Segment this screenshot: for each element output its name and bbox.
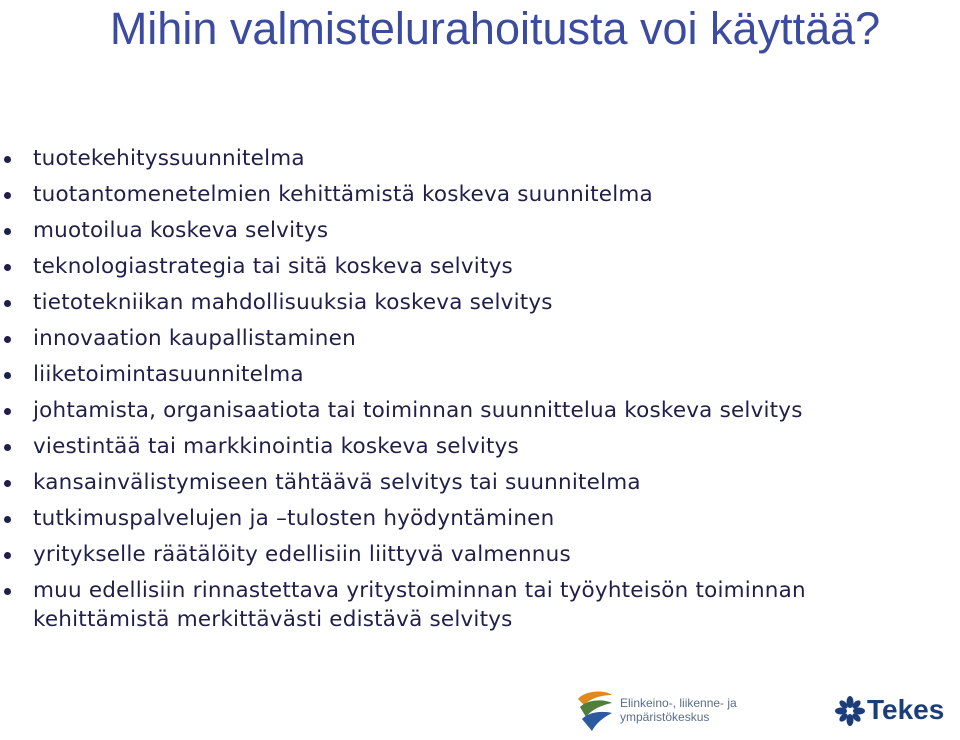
list-item-text: tuotantomenetelmien kehittämistä koskeva suunnitelma	[33, 182, 653, 207]
tekes-wordmark: Tekes	[867, 694, 945, 725]
bullet-dot	[4, 444, 11, 451]
bullet-dot	[4, 588, 11, 595]
list-item	[0, 504, 940, 533]
list-item	[0, 540, 940, 569]
slide-title: Mihin valmistelurahoitusta voi käyttää?	[109, 3, 881, 54]
bullet-dot	[4, 372, 11, 379]
ely-name-line2: ympäristökeskus	[620, 710, 710, 724]
list-item-text: tutkimuspalvelujen ja –tulosten hyödyntäminen	[33, 506, 555, 531]
list-item-text: viestintää tai markkinointia koskeva selvitys	[33, 434, 519, 459]
footer-logos	[570, 686, 960, 736]
list-item	[0, 324, 940, 353]
list-item	[0, 288, 940, 317]
ely-centre-name	[620, 696, 737, 724]
bullet-dot	[4, 156, 11, 163]
list-item-text: kansainvälistymiseen tähtäävä selvitys tai suunnitelma	[33, 470, 641, 495]
tekes-star-icon	[835, 696, 865, 726]
list-item	[0, 468, 940, 497]
list-item	[0, 576, 940, 634]
list-item-text: muu edellisiin rinnastettava yritystoiminnan tai työyhteisön toiminnan kehittämistä merkittävästi edistävä selvitys	[33, 578, 806, 632]
list-item-text: muotoilua koskeva selvitys	[33, 218, 329, 243]
bullet-dot	[4, 192, 11, 199]
bullet-dot	[4, 516, 11, 523]
bullet-list	[0, 144, 940, 641]
bullet-dot	[4, 480, 11, 487]
list-item-text: yritykselle räätälöity edellisiin liittyvä valmennus	[33, 542, 571, 567]
ely-name-line1: Elinkeino-, liikenne- ja	[620, 696, 737, 710]
list-item-text: liiketoimintasuunnitelma	[33, 362, 304, 387]
list-item	[0, 180, 940, 209]
list-item-text: johtamista, organisaatiota tai toiminnan suunnittelua koskeva selvitys	[33, 398, 803, 423]
list-item	[0, 252, 940, 281]
list-item	[0, 144, 940, 173]
bullet-dot	[4, 264, 11, 271]
list-item	[0, 432, 940, 461]
bullet-dot	[4, 228, 11, 235]
list-item	[0, 360, 940, 389]
bullet-dot	[4, 552, 11, 559]
bullet-dot	[4, 336, 11, 343]
bullet-dot	[4, 300, 11, 307]
list-item-text: tuotekehityssuunnitelma	[33, 146, 305, 171]
bullet-dot	[4, 408, 11, 415]
ely-centre-logo	[570, 686, 740, 736]
list-item-text: innovaation kaupallistaminen	[33, 326, 356, 351]
list-item-text: teknologiastrategia tai sitä koskeva selvitys	[33, 254, 513, 279]
tekes-logo	[835, 692, 960, 732]
ely-centre-logo-icon	[574, 689, 616, 733]
list-item	[0, 396, 940, 425]
list-item	[0, 216, 940, 245]
list-item-text: tietotekniikan mahdollisuuksia koskeva selvitys	[33, 290, 553, 315]
